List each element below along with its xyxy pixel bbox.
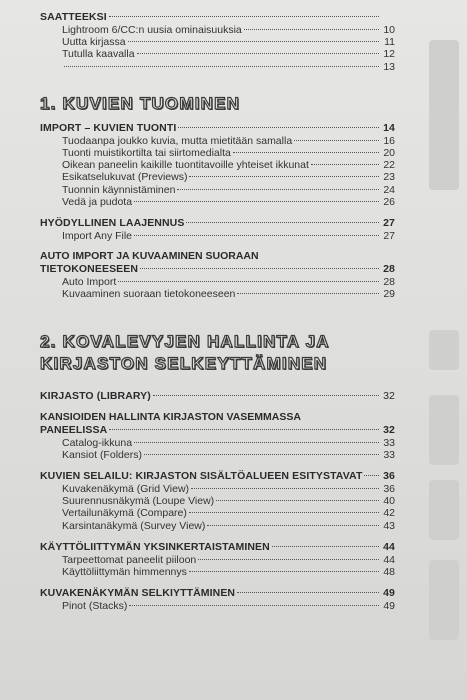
toc-entry bbox=[40, 288, 395, 300]
toc-entry bbox=[40, 566, 395, 578]
toc-entry-page: 10 bbox=[383, 24, 395, 36]
toc-entry bbox=[40, 483, 395, 495]
dot-leader bbox=[272, 546, 379, 547]
table-of-contents bbox=[40, 10, 395, 612]
dot-leader bbox=[134, 442, 379, 443]
toc-entry-page: 20 bbox=[383, 147, 395, 160]
dot-leader bbox=[144, 454, 379, 455]
toc-entry-label: Tutulla kaavalla bbox=[62, 48, 135, 61]
dot-leader bbox=[64, 66, 379, 67]
toc-entry bbox=[40, 61, 395, 73]
chapter-title-line2: KIRJASTON SELKEYTTÄMINEN bbox=[40, 353, 328, 373]
dot-leader bbox=[311, 164, 379, 165]
toc-entry bbox=[40, 230, 395, 242]
toc-entry-page: 40 bbox=[383, 495, 395, 508]
toc-entry-label: Kuvakenäkymä (Grid View) bbox=[62, 483, 190, 496]
toc-entry-page: 26 bbox=[383, 195, 395, 208]
chapter-title bbox=[40, 331, 395, 375]
toc-section bbox=[40, 216, 395, 242]
toc-entry-label: Vedä ja pudota bbox=[62, 195, 133, 208]
dot-leader bbox=[237, 592, 379, 593]
toc-entry bbox=[40, 495, 395, 507]
toc-heading-line2: PANEELISSA bbox=[40, 423, 108, 436]
dot-leader bbox=[178, 127, 379, 128]
toc-heading-label: KÄYTTÖLIITTYMÄN YKSINKERTAISTAMINEN bbox=[40, 540, 270, 553]
dot-leader bbox=[207, 525, 379, 526]
toc-heading bbox=[40, 10, 395, 24]
toc-entry bbox=[40, 520, 395, 532]
toc-entry bbox=[40, 276, 395, 288]
dot-leader bbox=[244, 29, 379, 30]
toc-entry bbox=[40, 135, 395, 147]
dot-leader bbox=[198, 559, 379, 560]
toc-entry-label: Karsintanäkymä (Survey View) bbox=[62, 519, 206, 532]
toc-entry-label: Kansiot (Folders) bbox=[62, 448, 142, 461]
toc-entry-label: Pinot (Stacks) bbox=[62, 600, 128, 613]
toc-entry-page: 36 bbox=[383, 483, 395, 496]
toc-heading-label: SAATTEEKSI bbox=[40, 11, 107, 23]
toc-entry-page: 43 bbox=[383, 519, 395, 532]
toc-entry-label: Esikatselukuvat (Previews) bbox=[62, 171, 188, 184]
dot-leader bbox=[189, 571, 379, 572]
dot-leader bbox=[118, 281, 379, 282]
toc-entry bbox=[40, 24, 395, 36]
toc-entry-label: Tuonnin käynnistäminen bbox=[62, 183, 176, 196]
toc-section bbox=[40, 250, 395, 300]
dot-leader bbox=[137, 53, 379, 54]
toc-heading-label: KUVIEN SELAILU: KIRJASTON SISÄLTÖALUEEN ESITYSTAVAT bbox=[40, 470, 363, 483]
toc-entry-page: 11 bbox=[384, 36, 395, 49]
toc-heading-label: KIRJASTO (LIBRARY) bbox=[40, 389, 151, 402]
toc-entry-label: Auto Import bbox=[62, 276, 117, 289]
toc-heading-page: 44 bbox=[383, 540, 395, 553]
dot-leader bbox=[189, 176, 379, 177]
toc-heading-page: 27 bbox=[383, 217, 395, 230]
dot-leader bbox=[129, 605, 379, 606]
toc-entry bbox=[40, 554, 395, 566]
page-edge-decoration bbox=[421, 0, 467, 700]
toc-section bbox=[40, 389, 395, 403]
toc-section bbox=[40, 540, 395, 578]
dot-leader bbox=[177, 189, 379, 190]
toc-heading bbox=[40, 469, 395, 483]
toc-heading-page: 32 bbox=[383, 423, 395, 436]
toc-entry-page: 27 bbox=[383, 230, 395, 243]
toc-heading-line2: TIETOKONEESEEN bbox=[40, 263, 139, 276]
toc-entry-label: Kuvaaminen suoraan tietokoneeseen bbox=[62, 288, 236, 301]
toc-entry-page: 33 bbox=[383, 436, 395, 449]
toc-entry-label: Catalog-ikkuna bbox=[62, 436, 133, 449]
toc-entry bbox=[40, 147, 395, 159]
toc-entry-page: 16 bbox=[383, 134, 395, 147]
toc-entry-label: Tuodaanpa joukko kuvia, mutta mietitään samalla bbox=[62, 134, 293, 147]
toc-section bbox=[40, 121, 395, 208]
dot-leader bbox=[233, 152, 379, 153]
toc-entry-label: Vertailunäkymä (Compare) bbox=[62, 507, 187, 520]
toc-heading-line2-row bbox=[40, 424, 395, 437]
toc-heading-label: HYÖDYLLINEN LAAJENNUS bbox=[40, 217, 185, 230]
toc-heading-label: KUVAKENÄKYMÄN SELKIYTTÄMINEN bbox=[40, 587, 236, 600]
toc-entry bbox=[40, 600, 395, 612]
toc-heading-page: 36 bbox=[383, 470, 395, 483]
dot-leader bbox=[153, 395, 379, 396]
toc-entry-page: 44 bbox=[383, 553, 395, 566]
toc-entry-page: 12 bbox=[383, 48, 395, 61]
toc-heading-line1: KANSIOIDEN HALLINTA KIRJASTON VASEMMASSA bbox=[40, 410, 301, 423]
toc-entry-label: Tuonti muistikortilta tai siirtomedialta bbox=[62, 147, 231, 160]
toc-entry bbox=[40, 36, 395, 48]
dot-leader bbox=[140, 268, 379, 269]
toc-section-saatteeksi bbox=[40, 10, 395, 73]
toc-entry-page: 22 bbox=[383, 159, 395, 172]
toc-entry-page: 48 bbox=[383, 566, 395, 579]
toc-entry bbox=[40, 449, 395, 461]
toc-heading-page: 14 bbox=[383, 121, 395, 134]
toc-heading-line1: AUTO IMPORT JA KUVAAMINEN SUORAAN bbox=[40, 250, 259, 263]
toc-section bbox=[40, 469, 395, 532]
toc-entry-label: Suurennusnäkymä (Loupe View) bbox=[62, 495, 215, 508]
dot-leader bbox=[216, 500, 379, 501]
toc-entry-label: Oikean paneelin kaikille tuontitavoille yhteiset ikkunat bbox=[62, 159, 309, 172]
toc-heading bbox=[40, 540, 395, 554]
chapter-title: 1. KUVIEN TUOMINEN bbox=[40, 93, 241, 113]
toc-heading-line2-row bbox=[40, 263, 395, 276]
dot-leader bbox=[237, 293, 379, 294]
toc-entry bbox=[40, 507, 395, 519]
toc-heading bbox=[40, 121, 395, 135]
dot-leader bbox=[128, 41, 379, 42]
toc-entry-page: 28 bbox=[383, 276, 395, 289]
toc-entry bbox=[40, 437, 395, 449]
toc-heading-wrapped bbox=[40, 250, 395, 276]
toc-entry-page: 42 bbox=[383, 507, 395, 520]
toc-heading-page: 49 bbox=[383, 587, 395, 600]
chapter-title-line1: 2. KOVALEVYJEN HALLINTA JA bbox=[40, 331, 330, 351]
toc-heading-wrapped bbox=[40, 411, 395, 437]
toc-entry-label: Tarpeettomat paneelit piiloon bbox=[62, 553, 197, 566]
toc-entry bbox=[40, 196, 395, 208]
toc-entry bbox=[40, 184, 395, 196]
toc-entry bbox=[40, 171, 395, 183]
toc-section bbox=[40, 411, 395, 461]
toc-entry-page: 13 bbox=[383, 60, 395, 73]
toc-heading-label: IMPORT – KUVIEN TUONTI bbox=[40, 121, 177, 134]
toc-heading bbox=[40, 389, 395, 403]
dot-leader bbox=[294, 140, 379, 141]
toc-entry bbox=[40, 159, 395, 171]
toc-heading-page: 28 bbox=[383, 263, 395, 276]
toc-heading-page: 32 bbox=[383, 389, 395, 402]
dot-leader bbox=[186, 222, 379, 223]
dot-leader bbox=[109, 429, 379, 430]
dot-leader bbox=[134, 235, 379, 236]
dot-leader bbox=[189, 512, 379, 513]
toc-entry bbox=[40, 48, 395, 60]
toc-entry-page: 24 bbox=[383, 183, 395, 196]
toc-entry-label: Import Any File bbox=[62, 230, 133, 243]
toc-entry-page: 49 bbox=[383, 600, 395, 613]
dot-leader bbox=[109, 16, 379, 17]
toc-entry-page: 33 bbox=[383, 448, 395, 461]
toc-section bbox=[40, 586, 395, 612]
dot-leader bbox=[364, 475, 379, 476]
toc-entry-label: Käyttöliittymän himmennys bbox=[62, 566, 187, 579]
toc-entry-label: Uutta kirjassa bbox=[62, 36, 126, 49]
toc-entry-page: 23 bbox=[383, 171, 395, 184]
toc-heading bbox=[40, 586, 395, 600]
toc-entry-page: 29 bbox=[383, 288, 395, 301]
toc-heading bbox=[40, 216, 395, 230]
toc-entry-label: Lightroom 6/CC:n uusia ominaisuuksia bbox=[62, 24, 242, 36]
dot-leader bbox=[134, 201, 379, 202]
dot-leader bbox=[191, 488, 379, 489]
